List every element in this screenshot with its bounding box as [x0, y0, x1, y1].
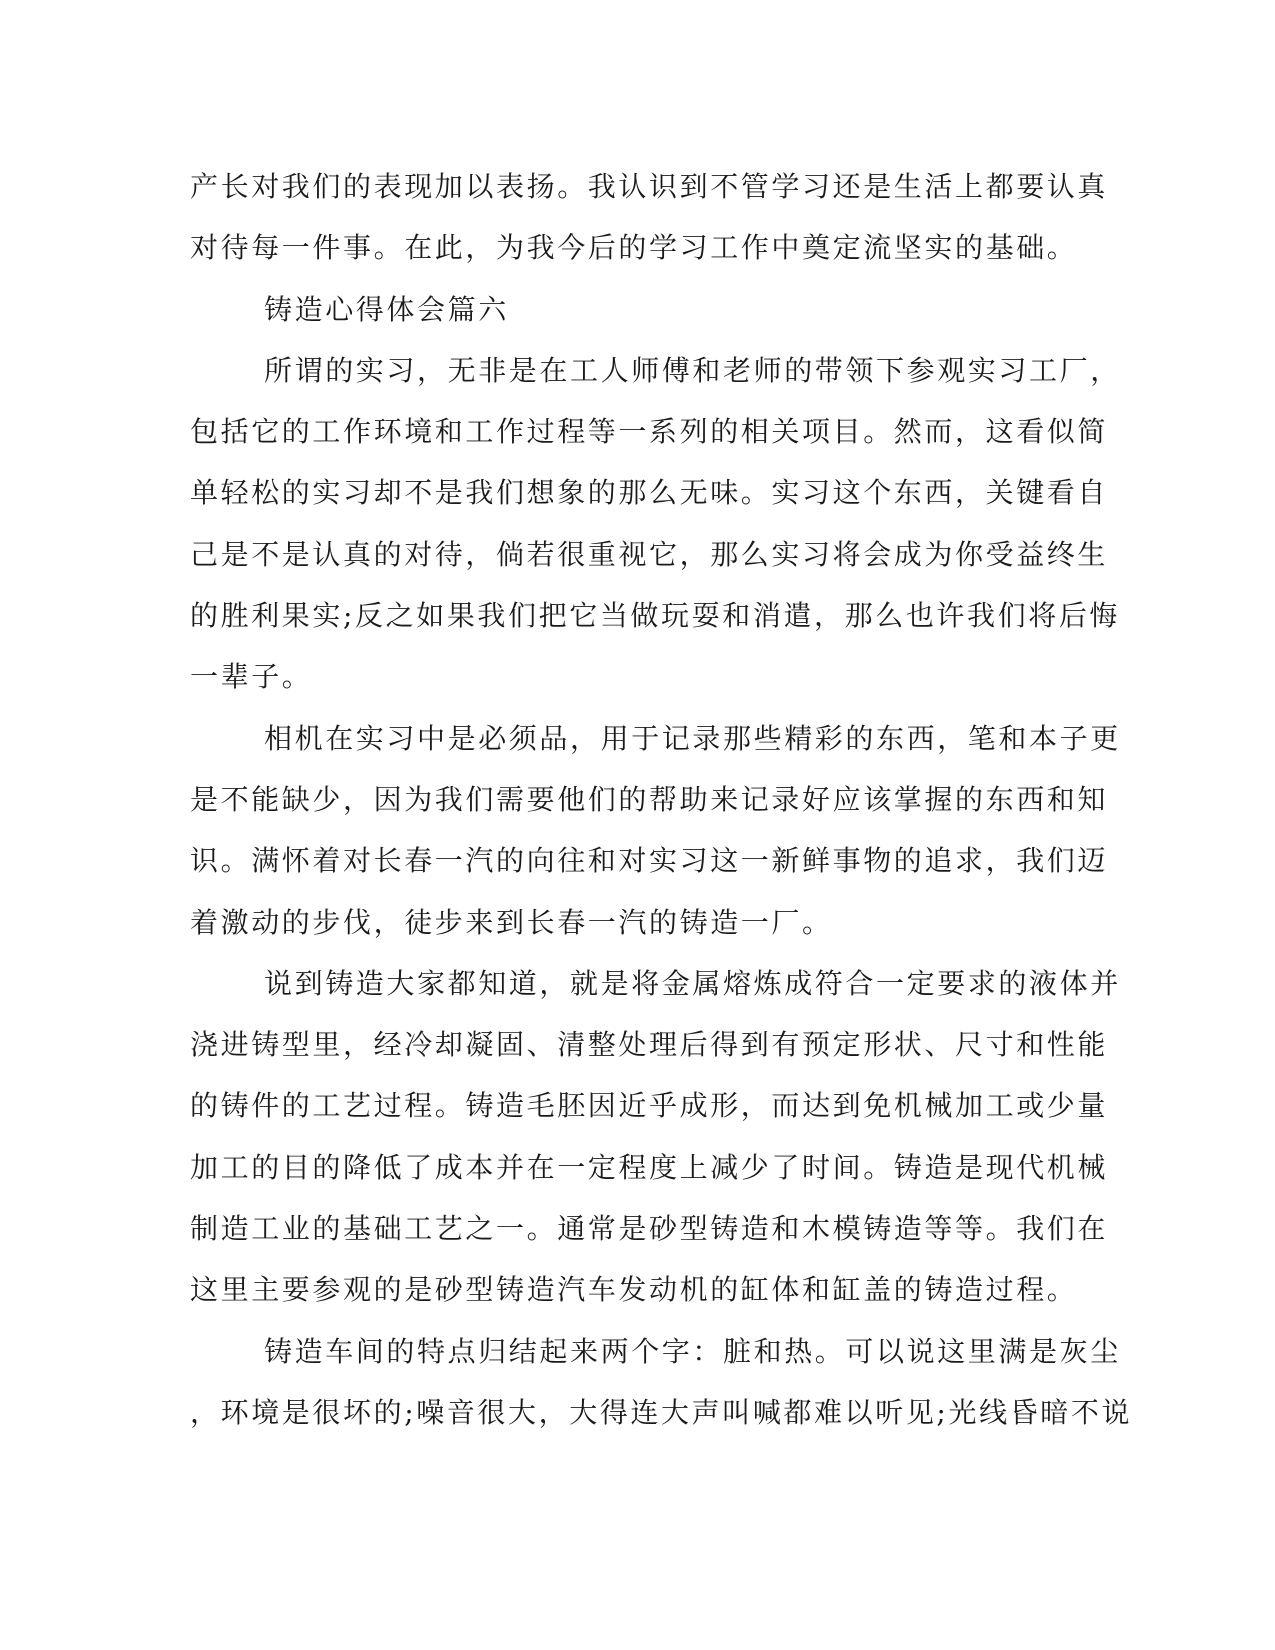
- text-line: 的铸件的工艺过程。铸造毛胚因近乎成形，而达到免机械加工或少量: [190, 1089, 1109, 1123]
- text-line: 一辈子。: [190, 660, 313, 694]
- text-line: 的胜利果实;反之如果我们把它当做玩耍和消遣，那么也许我们将后悔: [190, 599, 1121, 633]
- document-body: [190, 156, 1133, 1443]
- text-line: 单轻松的实习却不是我们想象的那么无味。实习这个东西，关键看自: [190, 476, 1109, 510]
- text-line: 包括它的工作环境和工作过程等一系列的相关项目。然而，这看似简: [190, 415, 1109, 449]
- text-line: 相机在实习中是必须品，用于记录那些精彩的东西，笔和本子更: [264, 721, 1121, 755]
- text-line: 说到铸造大家都知道，就是将金属熔炼成符合一定要求的液体并: [264, 966, 1121, 1000]
- text-line: 对待每一件事。在此，为我今后的学习工作中奠定流坚实的基础。: [190, 231, 1078, 265]
- text-line: 加工的目的降低了成本并在一定程度上减少了时间。铸造是现代机械: [190, 1150, 1109, 1184]
- text-line: ，环境是很坏的;噪音很大，大得连大声叫喊都难以听见;光线昏暗不说: [190, 1395, 1133, 1429]
- text-line: 制造工业的基础工艺之一。通常是砂型铸造和木模铸造等等。我们在: [190, 1212, 1109, 1246]
- text-line: 所谓的实习，无非是在工人师傅和老师的带领下参观实习工厂，: [264, 353, 1121, 387]
- text-line: 是不能缺少，因为我们需要他们的帮助来记录好应该掌握的东西和知: [190, 782, 1109, 816]
- text-line: 着激动的步伐，徒步来到长春一汽的铸造一厂。: [190, 905, 833, 939]
- section-heading: 铸造心得体会篇六: [264, 292, 509, 326]
- text-line: 铸造车间的特点归结起来两个字：脏和热。可以说这里满是灰尘: [264, 1334, 1121, 1368]
- text-line: 浇进铸型里，经冷却凝固、清整处理后得到有预定形状、尺寸和性能: [190, 1028, 1109, 1062]
- text-line: 产长对我们的表现加以表扬。我认识到不管学习还是生活上都要认真: [190, 170, 1109, 203]
- text-line: 己是不是认真的对待，倘若很重视它，那么实习将会成为你受益终生: [190, 537, 1109, 571]
- text-line: 这里主要参观的是砂型铸造汽车发动机的缸体和缸盖的铸造过程。: [190, 1273, 1078, 1307]
- text-line: 识。满怀着对长春一汽的向往和对实习这一新鲜事物的追求，我们迈: [190, 844, 1109, 878]
